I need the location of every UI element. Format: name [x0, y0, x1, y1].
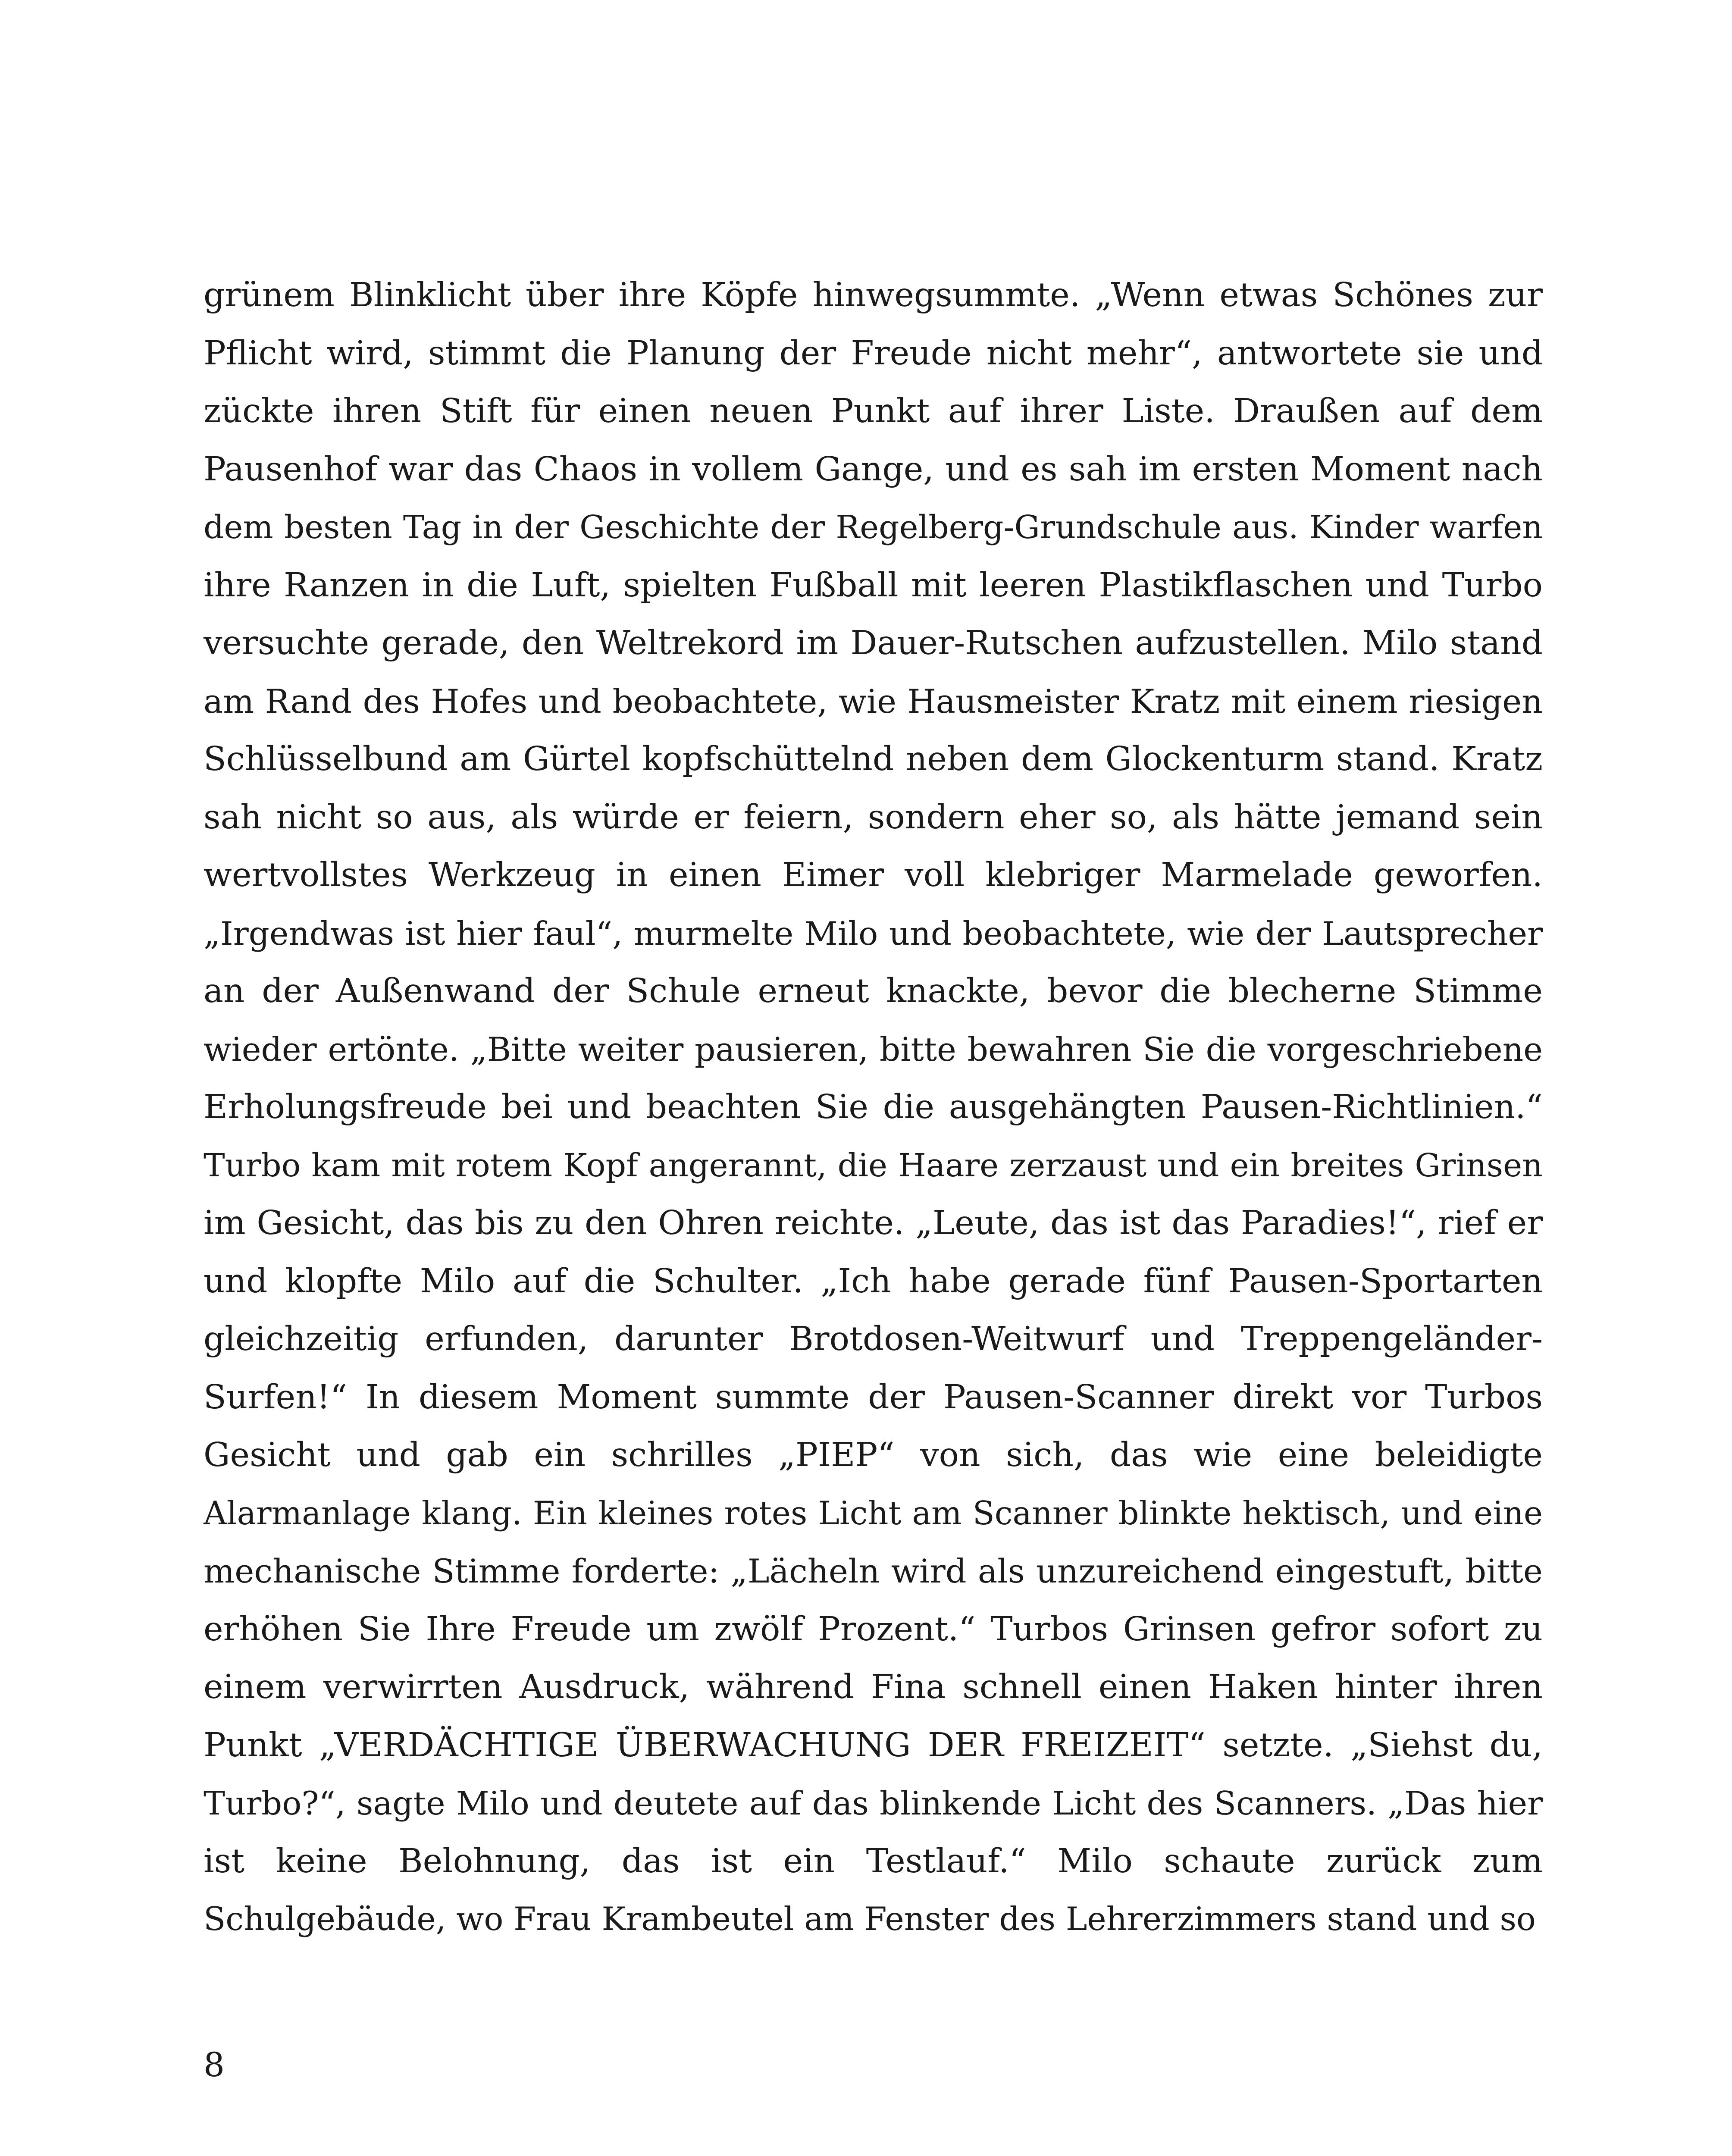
- text-line-15: Erholungsfreude bei und beachten Sie die ausgehängten Pausen-Richtlinien.“: [204, 1088, 1543, 1126]
- text-line-5: dem besten Tag in der Geschichte der Regelberg-Grundschule aus. Kinder warfen: [204, 509, 1543, 546]
- text-line-7: versuchte gerade, den Weltrekord im Dauer-Rutschen aufzustellen. Milo stand: [204, 624, 1543, 662]
- text-line-28: ist keine Belohnung, das ist ein Testlauf.“ Milo schaute zurück zum: [204, 1842, 1543, 1880]
- page-number: 8: [204, 2046, 225, 2084]
- text-line-26: Punkt „VERDÄCHTIGE ÜBERWACHUNG DER FREIZEIT“ setzte. „Siehst du,: [204, 1726, 1543, 1764]
- text-line-27: Turbo?“, sagte Milo und deutete auf das blinkende Licht des Scanners. „Das hier: [204, 1784, 1543, 1822]
- text-line-2: Pflicht wird, stimmt die Planung der Freude nicht mehr“, antwortete sie und: [204, 334, 1543, 373]
- text-line-13: an der Außenwand der Schule erneut knackte, bevor die blecherne Stimme: [204, 972, 1543, 1010]
- text-line-8: am Rand des Hofes und beobachtete, wie Hausmeister Kratz mit einem riesigen: [204, 682, 1543, 721]
- text-line-10: sah nicht so aus, als würde er feiern, sondern eher so, als hätte jemand sein: [204, 798, 1543, 837]
- text-line-23: mechanische Stimme forderte: „Lächeln wird als unzureichend eingestuft, bitte: [204, 1552, 1543, 1590]
- body-text: [204, 266, 1543, 1949]
- text-line-12: „Irgendwas ist hier faul“, murmelte Milo und beobachtete, wie der Lautsprecher: [204, 914, 1543, 953]
- text-line-21: Gesicht und gab ein schrilles „PIEP“ von sich, das wie eine beleidigte: [204, 1436, 1543, 1474]
- text-line-11: wertvollstes Werkzeug in einen Eimer voll klebriger Marmelade geworfen.: [204, 856, 1543, 894]
- text-line-1: grünem Blinklicht über ihre Köpfe hinwegsummte. „Wenn etwas Schönes zur: [204, 276, 1543, 314]
- text-line-18: und klopfte Milo auf die Schulter. „Ich habe gerade fünf Pausen-Sportarten: [204, 1262, 1543, 1300]
- text-line-29: Schulgebäude, wo Frau Krambeutel am Fenster des Lehrerzimmers stand und so: [204, 1900, 1536, 1938]
- text-line-9: Schlüsselbund am Gürtel kopfschüttelnd neben dem Glockenturm stand. Kratz: [204, 740, 1543, 778]
- text-line-16: Turbo kam mit rotem Kopf angerannt, die Haare zerzaust und ein breites Grinsen: [204, 1146, 1543, 1184]
- text-line-22: Alarmanlage klang. Ein kleines rotes Licht am Scanner blinkte hektisch, und eine: [204, 1494, 1543, 1532]
- text-line-6: ihre Ranzen in die Luft, spielten Fußball mit leeren Plastikflaschen und Turbo: [204, 566, 1543, 605]
- text-line-14: wieder ertönte. „Bitte weiter pausieren, bitte bewahren Sie die vorgeschriebene: [204, 1030, 1543, 1069]
- text-line-3: zückte ihren Stift für einen neuen Punkt auf ihrer Liste. Draußen auf dem: [204, 392, 1543, 430]
- text-line-20: Surfen!“ In diesem Moment summte der Pausen-Scanner direkt vor Turbos: [204, 1378, 1543, 1416]
- text-line-19: gleichzeitig erfunden, darunter Brotdosen-Weitwurf und Treppengeländer-: [204, 1320, 1543, 1358]
- text-line-17: im Gesicht, das bis zu den Ohren reichte. „Leute, das ist das Paradies!“, rief er: [204, 1204, 1543, 1242]
- text-line-24: erhöhen Sie Ihre Freude um zwölf Prozent.“ Turbos Grinsen gefror sofort zu: [204, 1610, 1543, 1648]
- text-line-25: einem verwirrten Ausdruck, während Fina schnell einen Haken hinter ihren: [204, 1668, 1543, 1706]
- text-line-4: Pausenhof war das Chaos in vollem Gange, und es sah im ersten Moment nach: [204, 450, 1543, 489]
